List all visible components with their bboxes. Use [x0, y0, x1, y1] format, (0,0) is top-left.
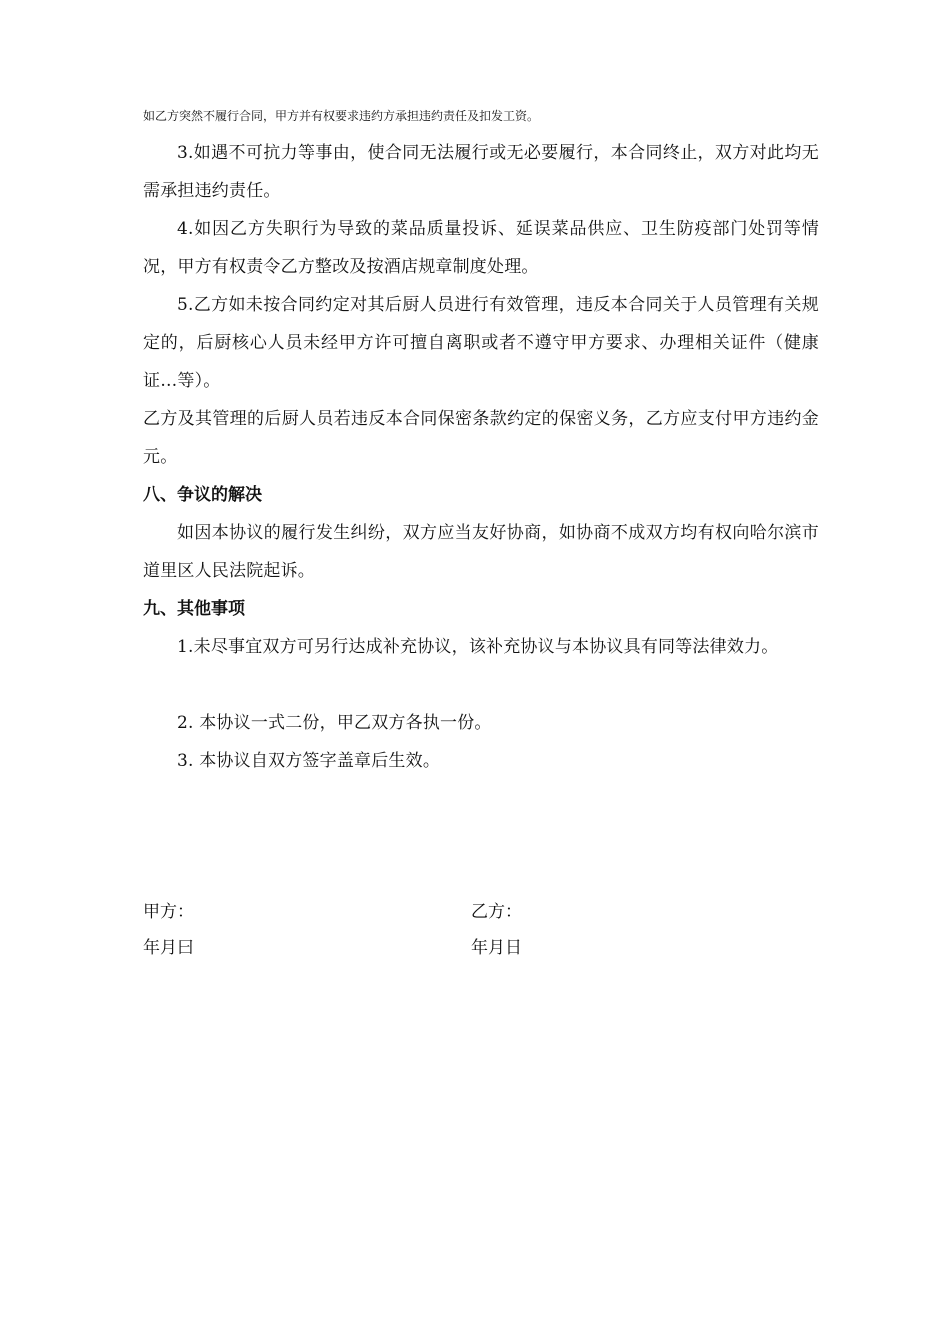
section-9-item-3: 3. 本协议自双方签字盖章后生效。 — [177, 751, 441, 771]
clause-3: 3.如遇不可抗力等事由，使合同无法履行或无必要履行，本合同终止，双方对此均无需承担违约责任。 — [143, 143, 819, 201]
party-a-label: 甲方： — [143, 902, 194, 922]
confidentiality-clause: 乙方及其管理的后厨人员若违反本合同保密条款约定的保密义务，乙方应支付甲方违约金元。 — [143, 409, 819, 467]
clause-4: 4.如因乙方失职行为导致的菜品质量投诉、延误菜品供应、卫生防疫部门处罚等情况，甲方有权责令乙方整改及按酒店规章制度处理。 — [143, 219, 819, 277]
breach-note: 如乙方突然不履行合同，甲方并有权要求违约方承担违约责任及扣发工资。 — [143, 109, 540, 123]
section-8-title: 八、争议的解决 — [143, 485, 262, 505]
section-8-text: 如因本协议的履行发生纠纷，双方应当友好协商，如协商不成双方均有权向哈尔滨市道里区人民法院起诉。 — [143, 523, 819, 581]
party-b-date: 年月日 — [471, 938, 522, 958]
section-9-item-2: 2. 本协议一式二份，甲乙双方各执一份。 — [177, 713, 492, 733]
party-b-label: 乙方： — [471, 902, 522, 922]
section-9-title: 九、其他事项 — [143, 599, 245, 619]
section-9-item-1: 1.未尽事宜双方可另行达成补充协议，该补充协议与本协议具有同等法律效力。 — [177, 637, 779, 657]
party-a-date: 年月曰 — [143, 938, 194, 958]
clause-5: 5.乙方如未按合同约定对其后厨人员进行有效管理，违反本合同关于人员管理有关规定的，后厨核心人员未经甲方许可擅自离职或者不遵守甲方要求、办理相关证件（健康证…等）。 — [143, 295, 819, 391]
